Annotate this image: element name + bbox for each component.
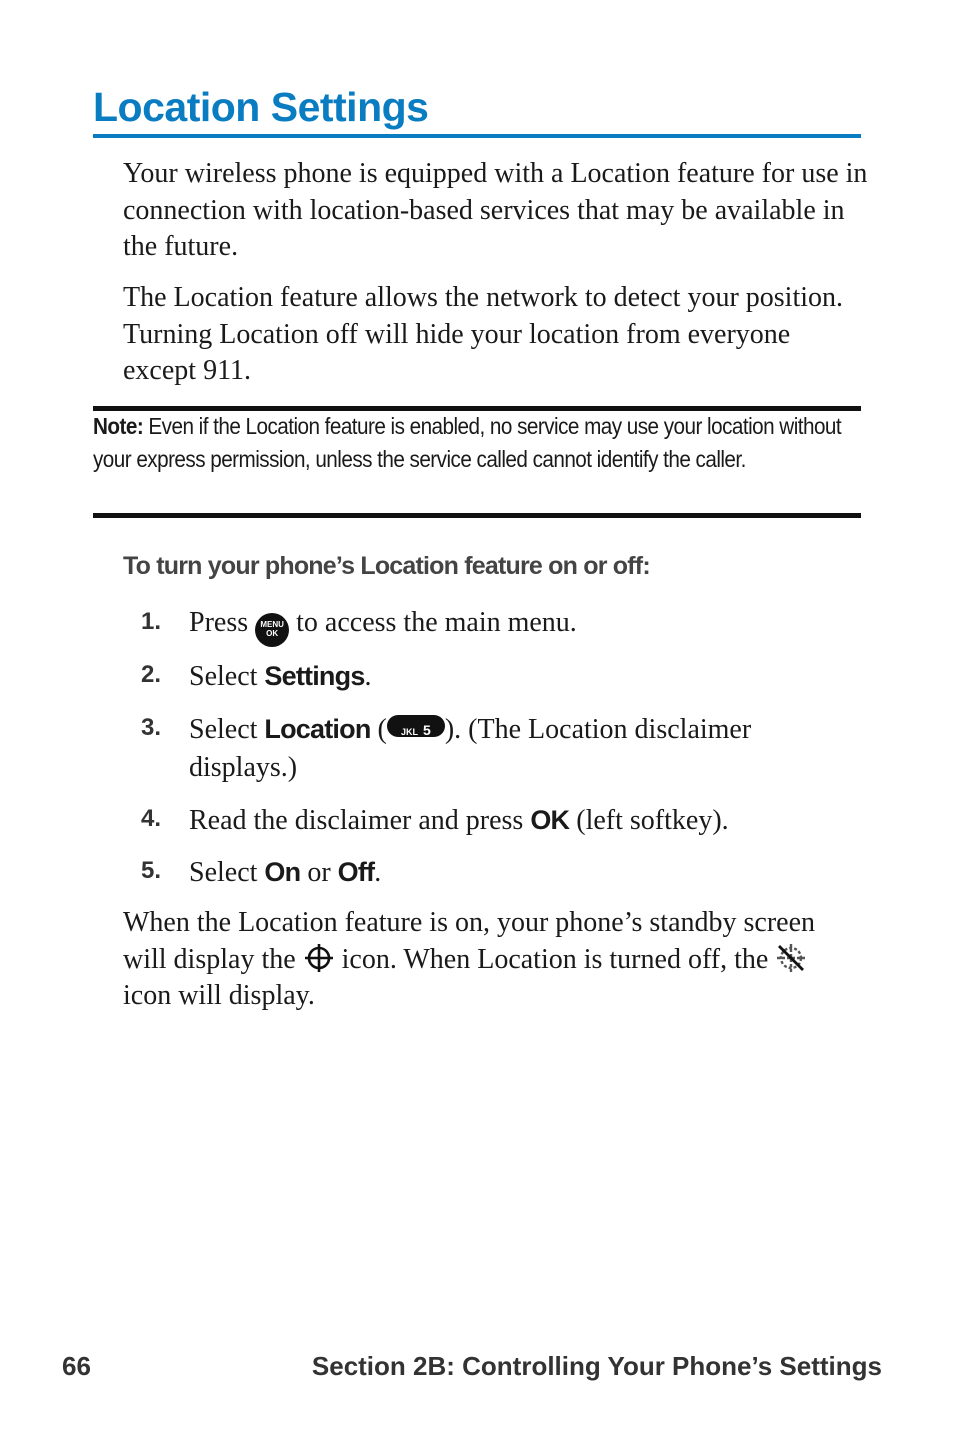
step-number: 4. — [141, 805, 162, 832]
page-number: 66 — [62, 1351, 91, 1381]
intro-paragraph-1: Your wireless phone is equipped with a Location feature for use in connection with location-based services that may be available in the future. — [123, 158, 868, 262]
step-text-after: . — [364, 661, 372, 692]
step-text-after: to access the main menu. — [296, 607, 577, 638]
step-number: 2. — [141, 661, 162, 688]
on-keyword: On — [264, 857, 301, 887]
key-5-icon — [387, 715, 445, 737]
menu-key-bottom-label: OK — [266, 629, 279, 638]
step-text-after: (left softkey). — [576, 805, 729, 836]
procedure-title: To turn your phone’s Location feature on or off: — [123, 552, 650, 580]
step-text-middle: or — [307, 857, 331, 888]
menu-key-top-label: MENU — [260, 620, 284, 629]
page-title: Location Settings — [93, 84, 429, 130]
step-number: 5. — [141, 857, 162, 884]
step-text — [189, 710, 809, 787]
menu-ok-key-icon — [255, 613, 289, 647]
closing-text-1: When the Location feature is on, your phone’s standby screen will display the — [123, 907, 816, 975]
closing-text-2: icon. When Location is turned off, the — [341, 943, 769, 975]
key-letters: JKL — [400, 727, 418, 737]
step-text — [189, 657, 809, 696]
note-bottom-rule — [93, 513, 861, 518]
note-box — [93, 410, 858, 476]
key-digit: 5 — [422, 722, 431, 738]
step-text — [189, 801, 849, 840]
step-text-before: Select — [189, 857, 258, 888]
title-underline — [93, 134, 861, 138]
step-text-after: ). (The Location disclaimer displays.) — [189, 714, 752, 783]
step-text — [189, 604, 809, 647]
closing-paragraph — [123, 905, 843, 1015]
note-label: Note: — [93, 413, 144, 439]
location-keyword: Location — [264, 714, 371, 744]
location-off-icon — [775, 942, 807, 974]
closing-text-3: icon will display. — [123, 980, 315, 1011]
step-text — [189, 853, 809, 892]
settings-keyword: Settings — [264, 661, 365, 691]
step-text-before: Select — [189, 661, 258, 692]
open-paren: ( — [377, 714, 387, 745]
step-text-after: . — [374, 857, 382, 888]
step-text-before: Read the disclaimer and press — [189, 805, 524, 836]
step-text-before: Select — [189, 714, 258, 745]
step-number: 3. — [141, 714, 162, 741]
off-keyword: Off — [337, 857, 375, 887]
section-footer: Section 2B: Controlling Your Phone’s Settings — [311, 1351, 882, 1381]
note-text: Even if the Location feature is enabled, no service may use your location without your express permission, unless the service called cannot identify the caller. — [93, 413, 842, 472]
ok-keyword: OK — [530, 805, 570, 835]
step-text-before: Press — [189, 607, 249, 638]
location-on-icon — [303, 942, 335, 974]
intro-paragraph-2: The Location feature allows the network to detect your position. Turning Location off will hide your location from everyone except 911. — [123, 282, 844, 386]
step-number: 1. — [141, 608, 162, 635]
